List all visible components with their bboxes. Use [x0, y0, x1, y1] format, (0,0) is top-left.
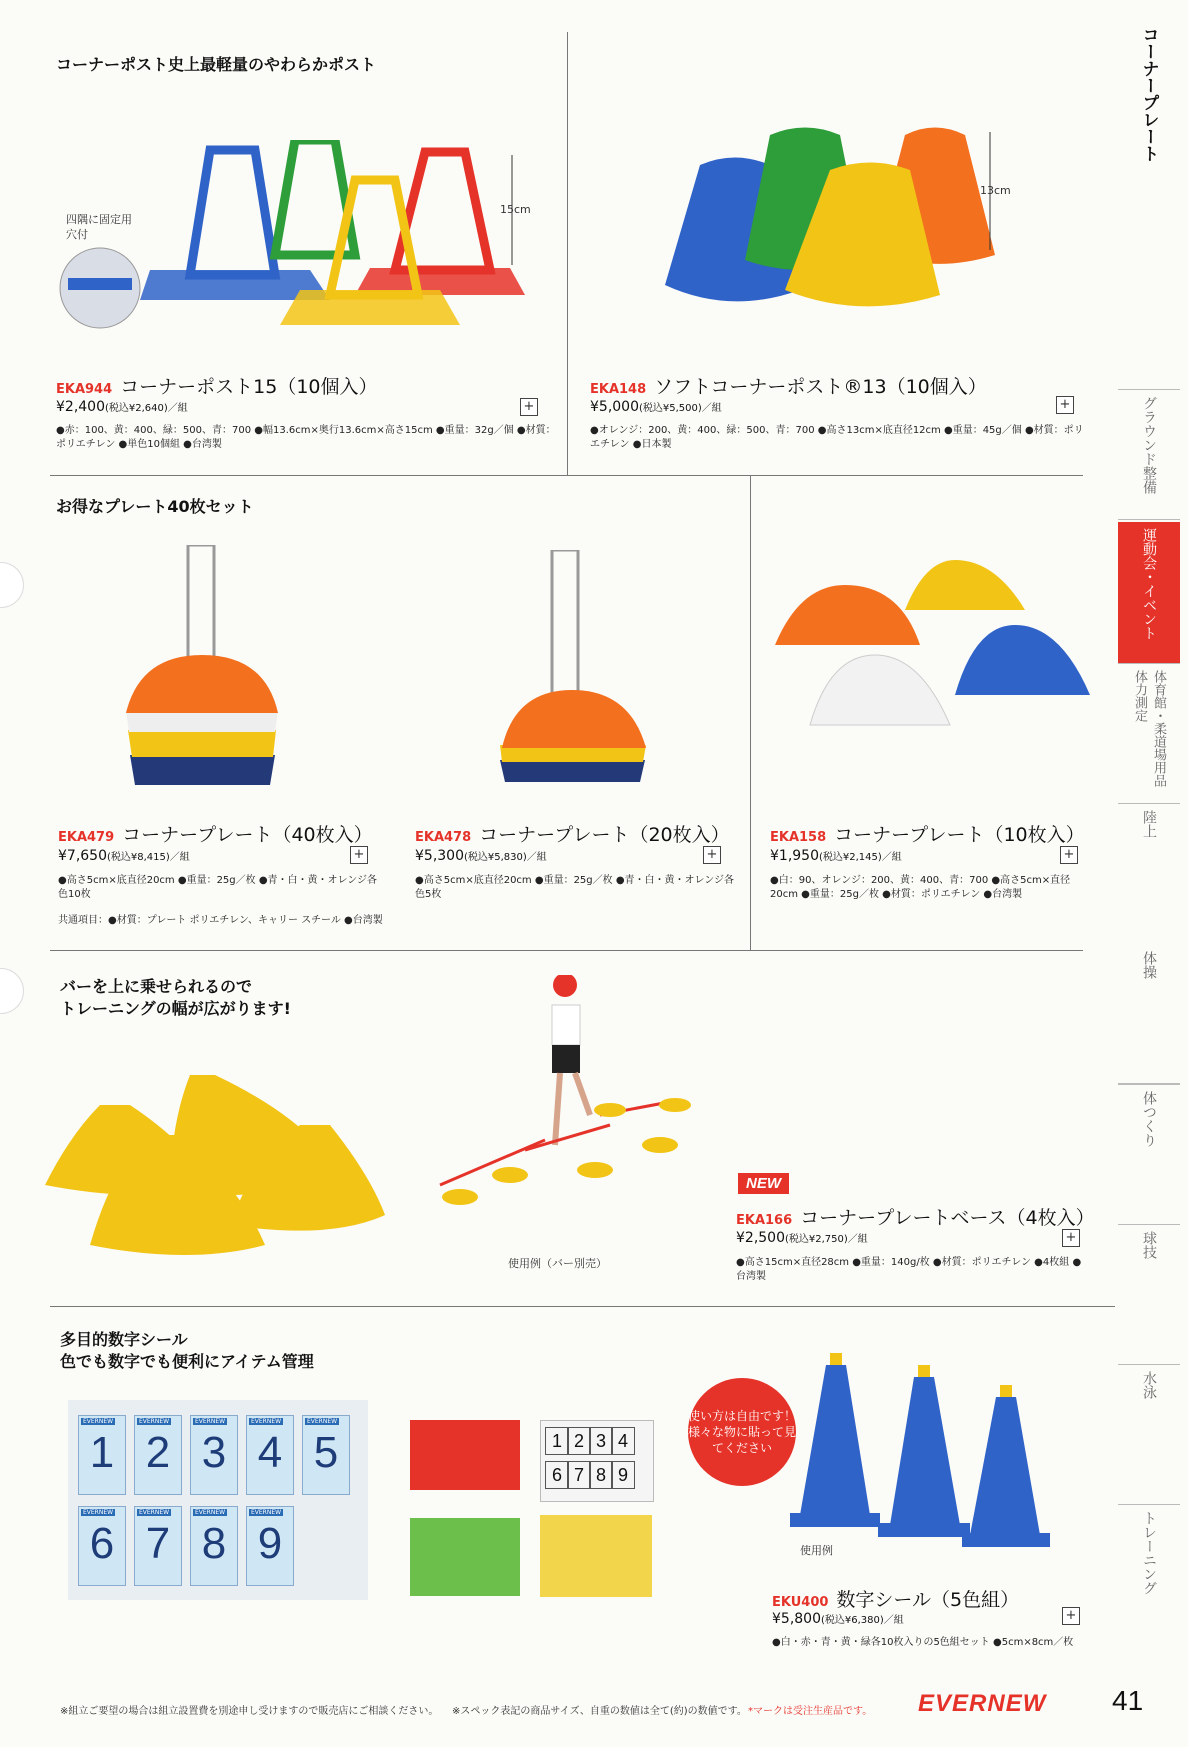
punch-hole [0, 968, 24, 1014]
number-sticker [302, 1415, 350, 1495]
sticker-brand: EVERNEW [83, 1509, 114, 1516]
sticker-number: 2 [145, 1428, 171, 1477]
divider [50, 950, 1083, 951]
white-sticker-sheet [540, 1420, 654, 1502]
sidebar-item[interactable]: 陸上 [1118, 804, 1180, 1084]
section-heading: お得なプレート40枚セット [56, 497, 254, 516]
mini-number: 9 [611, 1461, 635, 1489]
product-code: EKA158 [770, 830, 827, 845]
page-number: 41 [1112, 1685, 1144, 1716]
yellow-sticker-sheet [540, 1515, 652, 1597]
number-sticker [134, 1415, 182, 1495]
product-code: EKA166 [736, 1213, 793, 1228]
section-heading: トレーニングの幅が広がります! [60, 999, 291, 1018]
sticker-number: 8 [201, 1519, 227, 1568]
product-title [772, 1585, 1019, 1612]
punch-hole [0, 562, 24, 608]
number-sticker [246, 1506, 294, 1586]
brand-logo: EVERNEW [918, 1690, 1047, 1717]
price-tax: (税込¥2,750)／組 [785, 1234, 868, 1245]
price-value: ¥2,400 [56, 399, 105, 415]
sticker-number: 9 [257, 1519, 283, 1568]
numbered-cones-image [790, 1345, 1050, 1550]
divider [50, 475, 1083, 476]
sticker-sheet [68, 1400, 368, 1600]
sidebar-item[interactable]: 球技 [1118, 1225, 1180, 1365]
product-title [590, 372, 987, 399]
number-sticker [190, 1506, 238, 1586]
sticker-brand: EVERNEW [83, 1418, 114, 1425]
product-spec: ●白・赤・青・黄・緑各10枚入りの5色組セット ●5cm×8cm／枚 [772, 1637, 1074, 1648]
usage-example-image [430, 975, 730, 1245]
product-name: コーナープレートベース（4枚入） [800, 1207, 1095, 1229]
product-title [415, 820, 730, 847]
product-price [415, 848, 547, 864]
add-button[interactable]: + [1062, 1607, 1080, 1625]
mini-number: 6 [545, 1461, 569, 1489]
price-tax: (税込¥2,640)／組 [105, 403, 188, 414]
product-spec: ●赤：100、黄：400、緑：500、青：700 ●幅13.6cm×奥行13.6cm×高さ15cm ●重量：32g／個 ●材質：ポリエチレン ●単色10個組 ●台湾製 [56, 425, 556, 450]
green-sticker-sheet [410, 1518, 520, 1596]
sticker-brand: EVERNEW [195, 1418, 226, 1425]
mini-number: 8 [589, 1461, 613, 1489]
sidebar-item[interactable]: トレーニング [1141, 1511, 1157, 1595]
new-badge: NEW [738, 1173, 789, 1194]
section-heading: 色でも数字でも便利にアイテム管理 [60, 1352, 314, 1371]
sidebar-item[interactable]: 水泳 [1118, 1365, 1180, 1505]
sidebar-item[interactable]: コーナープレート [1118, 20, 1180, 390]
price-tax: (税込¥5,500)／組 [639, 403, 722, 414]
common-note: 共通項目：●材質：プレート ポリエチレン、キャリー スチール ●台湾製 [58, 915, 383, 926]
add-button[interactable]: + [1056, 396, 1074, 414]
number-sticker [78, 1415, 126, 1495]
price-value: ¥5,300 [415, 848, 464, 864]
product-code: EKA944 [56, 382, 113, 397]
section-heading: 多目的数字シール [60, 1330, 188, 1349]
product-name: 数字シール（5色組） [836, 1589, 1020, 1611]
product-name: ソフトコーナーポスト®13（10個入） [654, 376, 987, 398]
product-title [736, 1203, 1095, 1230]
price-tax: (税込¥5,830)／組 [464, 852, 547, 863]
product-price [772, 1611, 904, 1627]
number-sticker [78, 1506, 126, 1586]
holes-note: 四隅に固定用穴付 [66, 213, 132, 241]
product-title [56, 372, 378, 399]
price-value: ¥2,500 [736, 1230, 785, 1246]
sticker-number: 1 [89, 1428, 115, 1477]
price-tax: (税込¥8,415)／組 [107, 852, 190, 863]
mini-number: 3 [589, 1427, 613, 1455]
sticker-number: 5 [313, 1428, 339, 1477]
sidebar-item[interactable]: 体育館・柔道場用品 体力測定 [1118, 664, 1180, 804]
number-sticker [134, 1506, 182, 1586]
usage-caption: 使用例（バー別売） [508, 1257, 607, 1270]
sidebar-nav [1118, 0, 1188, 1747]
sticker-number: 4 [257, 1428, 283, 1477]
product-spec: ●オレンジ：200、黄：400、緑：500、青：700 ●高さ13cm×底直径12cm ●重量：45g／個 ●材質：ポリエチレン ●日本製 [590, 425, 1084, 450]
product-code: EKA478 [415, 830, 472, 845]
price-value: ¥5,000 [590, 399, 639, 415]
product-name: コーナープレート（10枚入） [834, 824, 1085, 846]
price-tax: (税込¥2,145)／組 [819, 852, 902, 863]
price-value: ¥5,800 [772, 1611, 821, 1627]
product-price [590, 399, 722, 415]
dimension-label: 13cm [980, 184, 1011, 197]
product-spec: ●高さ5cm×底直径20cm ●重量：25g／枚 ●青・白・黄・オレンジ各色5枚 [415, 875, 735, 900]
sticker-brand: EVERNEW [139, 1418, 170, 1425]
usage-caption: 使用例 [800, 1544, 833, 1557]
product-price [770, 848, 902, 864]
product-name: コーナープレート（20枚入） [479, 824, 730, 846]
footnote: *マークは受注生産品です。 [748, 1706, 873, 1717]
price-tax: (税込¥6,380)／組 [821, 1615, 904, 1626]
sticker-brand: EVERNEW [195, 1509, 226, 1516]
corner-plate-10-image [770, 555, 1090, 755]
divider [50, 1306, 1115, 1307]
corner-plate-40-image [120, 545, 290, 795]
dimension-label: 15cm [500, 203, 531, 216]
product-price [58, 848, 190, 864]
mini-number: 1 [545, 1427, 569, 1455]
section-heading: バーを上に乗せられるので [60, 977, 253, 996]
corner-post-image [50, 140, 550, 360]
product-name: コーナーポスト15（10個入） [120, 376, 378, 398]
add-button[interactable]: + [350, 846, 368, 864]
product-price [736, 1230, 868, 1246]
product-spec: ●高さ5cm×底直径20cm ●重量：25g／枚 ●青・白・黄・オレンジ各色10枚 [58, 875, 378, 900]
product-title [58, 820, 373, 847]
footnote: ※組立ご要望の場合は組立設置費を別途申し受けますので販売店にご相談ください。 [60, 1706, 439, 1717]
usage-bubble: 使い方は自由です！様々な物に貼って見てください [688, 1378, 796, 1486]
product-spec: ●高さ15cm×直径28cm ●重量：140g/枚 ●材質：ポリエチレン ●4枚組 ●台湾製 [736, 1257, 1082, 1282]
divider [750, 475, 751, 950]
sticker-number: 3 [201, 1428, 227, 1477]
soft-corner-post-image [660, 120, 1040, 320]
add-button[interactable]: + [1062, 1229, 1080, 1247]
sticker-brand: EVERNEW [251, 1418, 282, 1425]
red-sticker-sheet [410, 1420, 520, 1490]
product-title [770, 820, 1085, 847]
mini-number: 2 [567, 1427, 591, 1455]
add-button[interactable]: + [1060, 846, 1078, 864]
sidebar-item[interactable]: 体つくり [1118, 1085, 1180, 1225]
sticker-number: 7 [145, 1519, 171, 1568]
add-button[interactable]: + [520, 398, 538, 416]
mini-number: 4 [611, 1427, 635, 1455]
add-button[interactable]: + [703, 846, 721, 864]
product-price [56, 399, 188, 415]
section-heading: コーナーポスト史上最軽量のやわらかポスト [56, 55, 377, 74]
divider [567, 32, 568, 475]
product-name: コーナープレート（40枚入） [122, 824, 373, 846]
price-value: ¥1,950 [770, 848, 819, 864]
corner-plate-20-image [500, 550, 650, 800]
number-sticker [246, 1415, 294, 1495]
sticker-brand: EVERNEW [251, 1509, 282, 1516]
number-sticker [190, 1415, 238, 1495]
mini-number: 7 [567, 1461, 591, 1489]
sticker-brand: EVERNEW [307, 1418, 338, 1425]
product-spec: ●白：90、オレンジ：200、黄：400、青：700 ●高さ5cm×直径20cm ●重量：25g／枚 ●材質：ポリエチレン ●台湾製 [770, 875, 1071, 900]
price-value: ¥7,650 [58, 848, 107, 864]
footnote: ※スペック表記の商品サイズ、自重の数値は全て(約)の数値です。 [452, 1706, 747, 1717]
product-code: EKU400 [772, 1595, 829, 1610]
sticker-number: 6 [89, 1519, 115, 1568]
plate-base-image [40, 1065, 390, 1265]
product-code: EKA479 [58, 830, 115, 845]
sidebar-item[interactable]: 体操 [1118, 945, 1180, 1085]
product-code: EKA148 [590, 382, 647, 397]
sidebar-item-active[interactable]: 運動会・イベント [1118, 522, 1180, 664]
sticker-brand: EVERNEW [139, 1509, 170, 1516]
sidebar-item[interactable]: グラウンド整備 [1118, 390, 1180, 520]
